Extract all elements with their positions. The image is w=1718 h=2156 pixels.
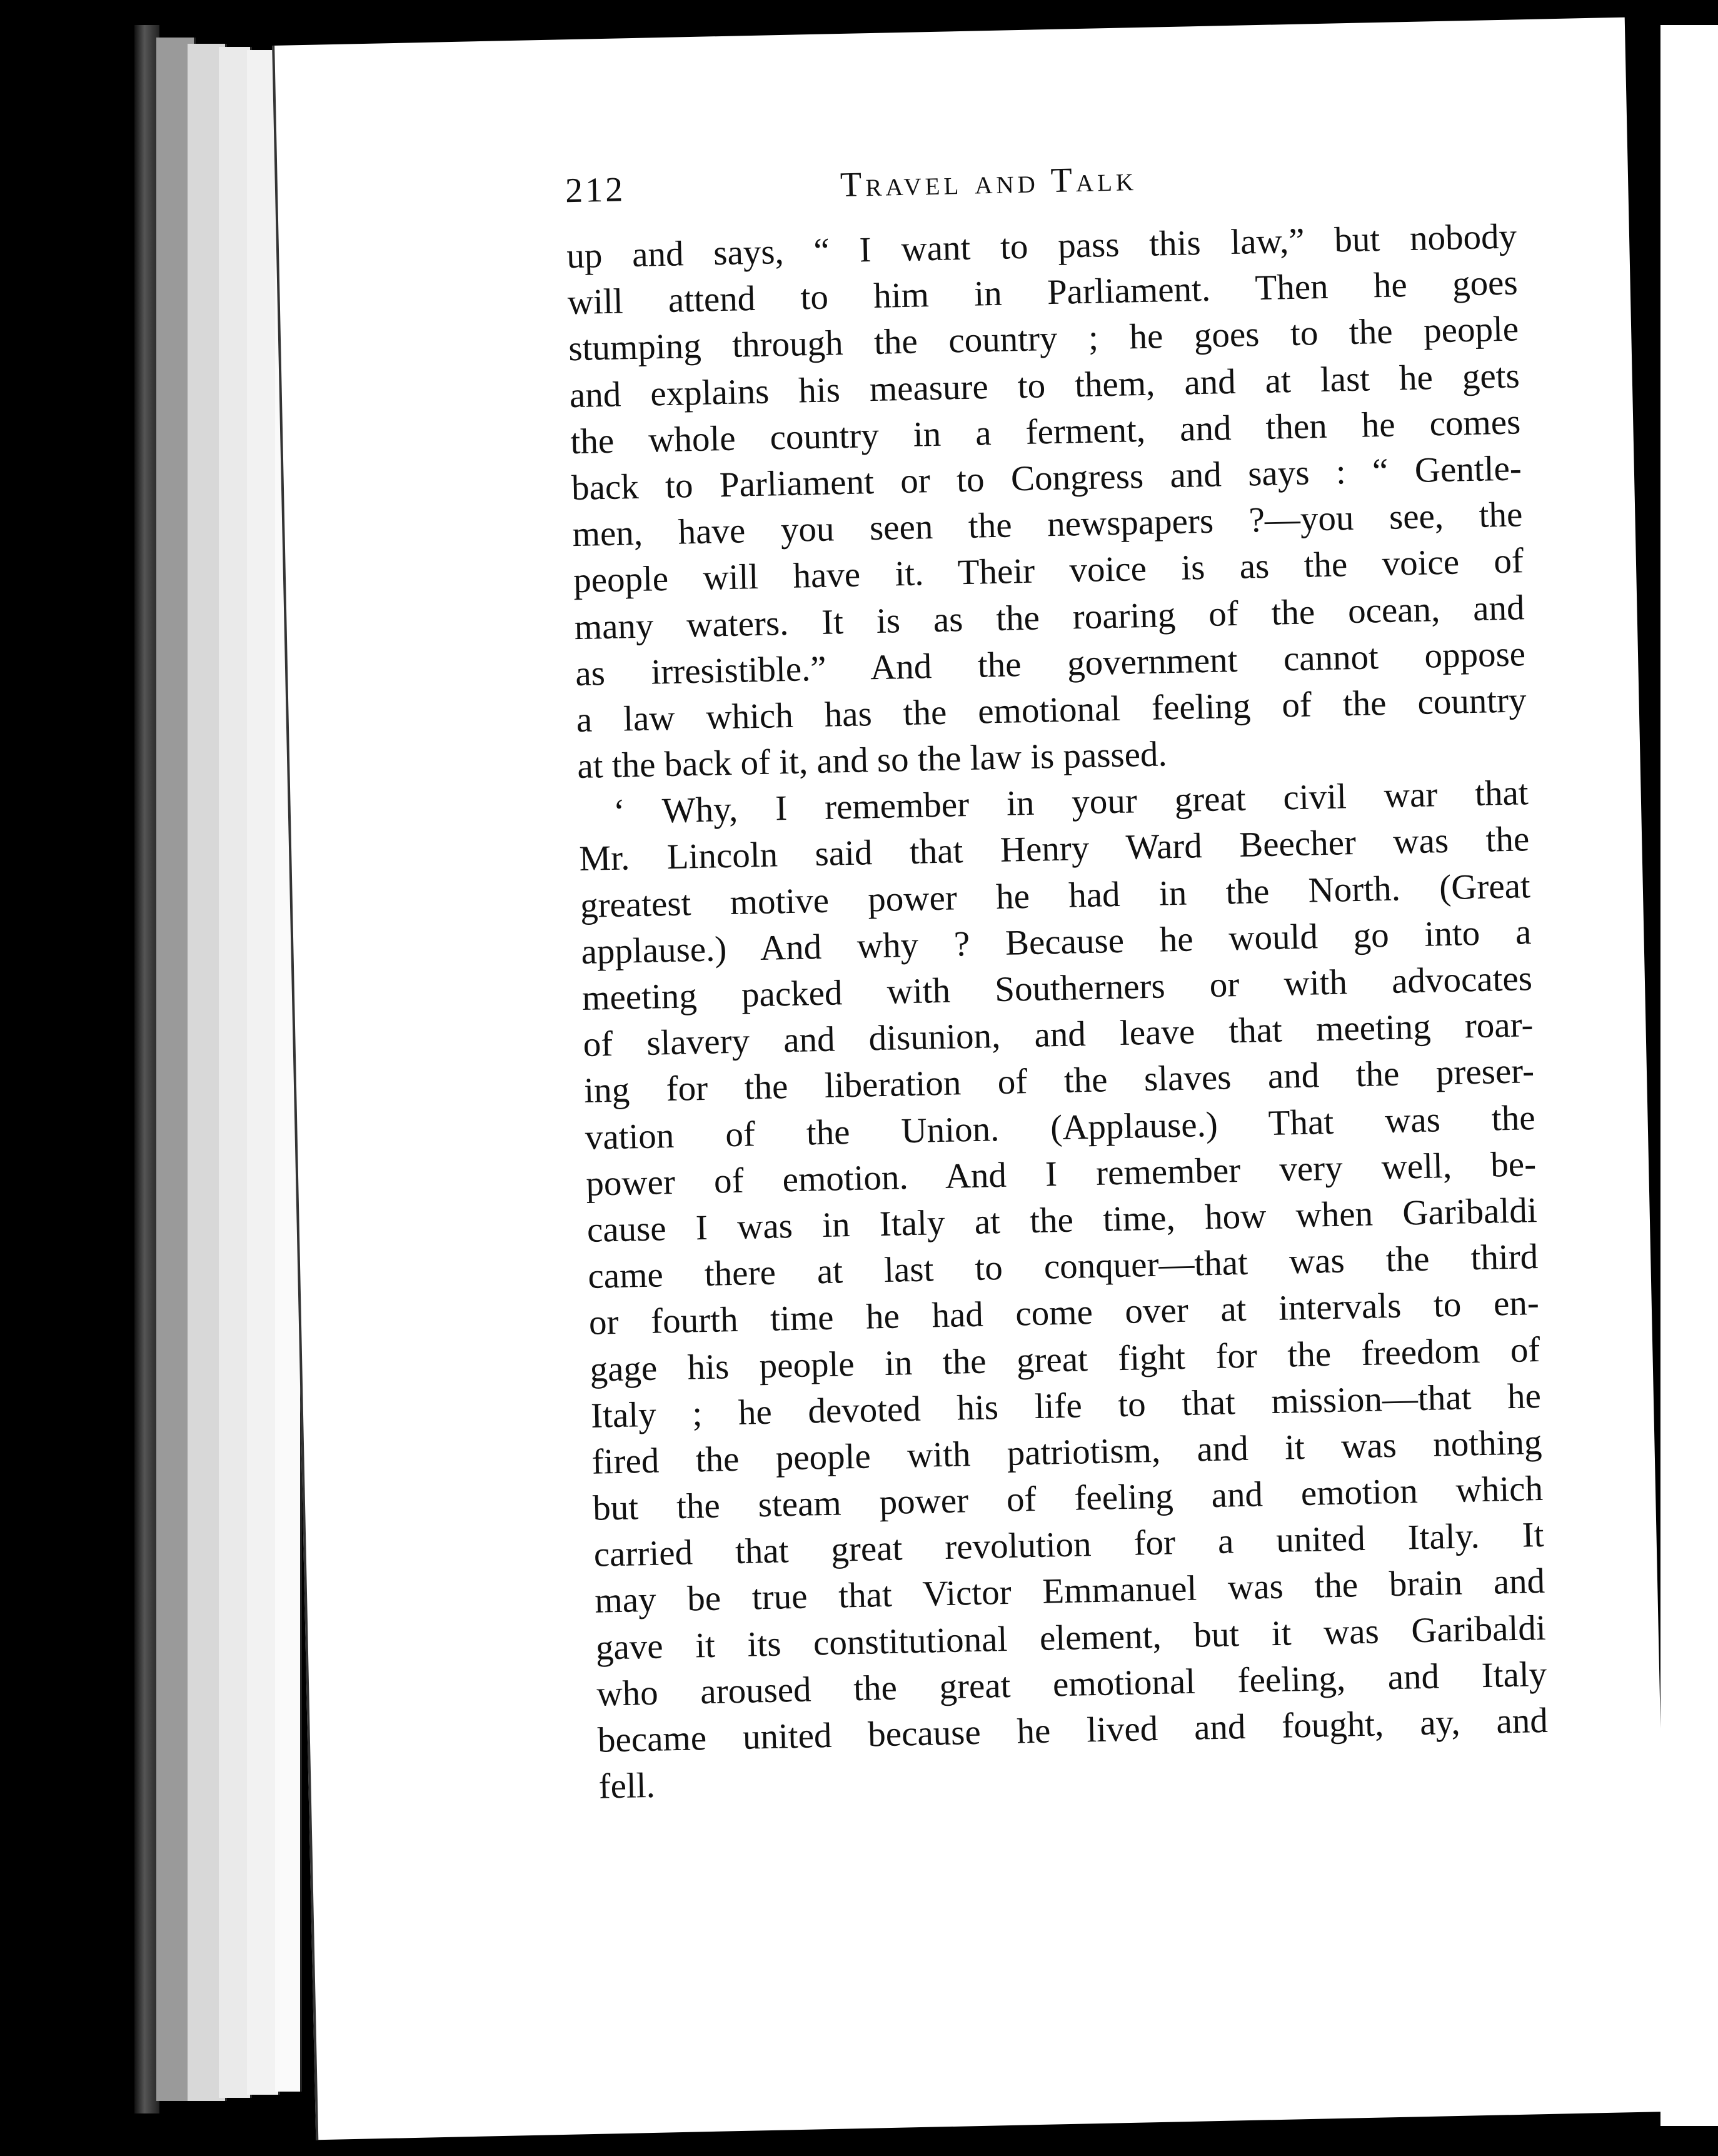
text-line: at the back of it, and so the law is passed. [576, 734, 1168, 787]
text-line: Mr. Lincoln said that Henry Ward Beecher was the [578, 819, 1530, 879]
text-line: the whole country in a ferment, and then he comes [570, 402, 1521, 461]
text-line: Italy ; he devoted his life to that mission—that he [590, 1376, 1542, 1436]
text-line: applause.) And why ? Because he would go into a [580, 912, 1532, 972]
text-line: came there at last to conquer—that was the third [587, 1237, 1539, 1296]
paragraph [566, 213, 1528, 790]
text-line: power of emotion. And I remember very well, be- [585, 1144, 1537, 1204]
text-line: as irresistible.” And the government cannot oppose [575, 633, 1526, 693]
text-line: gage his people in the great fight for the freedom of [589, 1329, 1540, 1389]
facing-page-edge [1657, 25, 1718, 2126]
text-line: carried that great revolution for a united Italy. It [593, 1515, 1545, 1575]
text-line: or fourth time he had come over at intervals to en- [588, 1283, 1540, 1343]
text-line: will attend to him in Parliament. Then he goes [567, 263, 1519, 323]
text-line: of slavery and disunion, and leave that meeting roar- [583, 1005, 1534, 1065]
text-line: ing for the liberation of the slaves and the preser- [583, 1051, 1535, 1111]
paragraph [578, 770, 1549, 1810]
text-line: stumping through the country ; he goes to the people [568, 309, 1519, 369]
text-line: greatest motive power he had in the North. (Great [580, 865, 1531, 925]
text-line: but the steam power of feeling and emotion which [592, 1469, 1544, 1528]
text-line: men, have you seen the newspapers ?—you see, the [571, 495, 1523, 555]
text-line: cause I was in Italy at the time, how when Garibaldi [586, 1191, 1538, 1250]
text-line: vation of the Union. (Applause.) That was the [585, 1097, 1536, 1157]
text-line: meeting packed with Southerners or with advocates [581, 959, 1533, 1018]
text-line: fired the people with patriotism, and it was nothing [591, 1422, 1543, 1482]
book-page [272, 18, 1669, 2140]
text-line: became united because he lived and fought, ay, and [597, 1700, 1549, 1760]
text-line: ‘ Why, I remember in your great civil war that [613, 773, 1529, 832]
text-line: back to Parliament or to Congress and says : “ Gentle- [571, 448, 1522, 508]
running-title: Travel and Talk [840, 159, 1138, 205]
text-line: gave it its constitutional element, but it was Garibaldi [595, 1608, 1547, 1668]
page-number: 212 [565, 170, 626, 211]
text-line: many waters. It is as the roaring of the ocean, and [574, 587, 1525, 647]
text-line: and explains his measure to them, and at last he gets [569, 355, 1520, 415]
book-binding [134, 25, 159, 2113]
text-line: may be true that Victor Emmanuel was the brain and [594, 1561, 1545, 1621]
text-line: a law which has the emotional feeling of the country [576, 680, 1527, 740]
text-line: who aroused the great emotional feeling, and Italy [596, 1654, 1547, 1714]
text-line: people will have it. Their voice is as the voice of [573, 541, 1524, 601]
text-line: up and says, “ I want to pass this law,” but nobody [566, 216, 1517, 276]
text-line: fell. [598, 1766, 656, 1806]
page-body [566, 213, 1549, 1810]
